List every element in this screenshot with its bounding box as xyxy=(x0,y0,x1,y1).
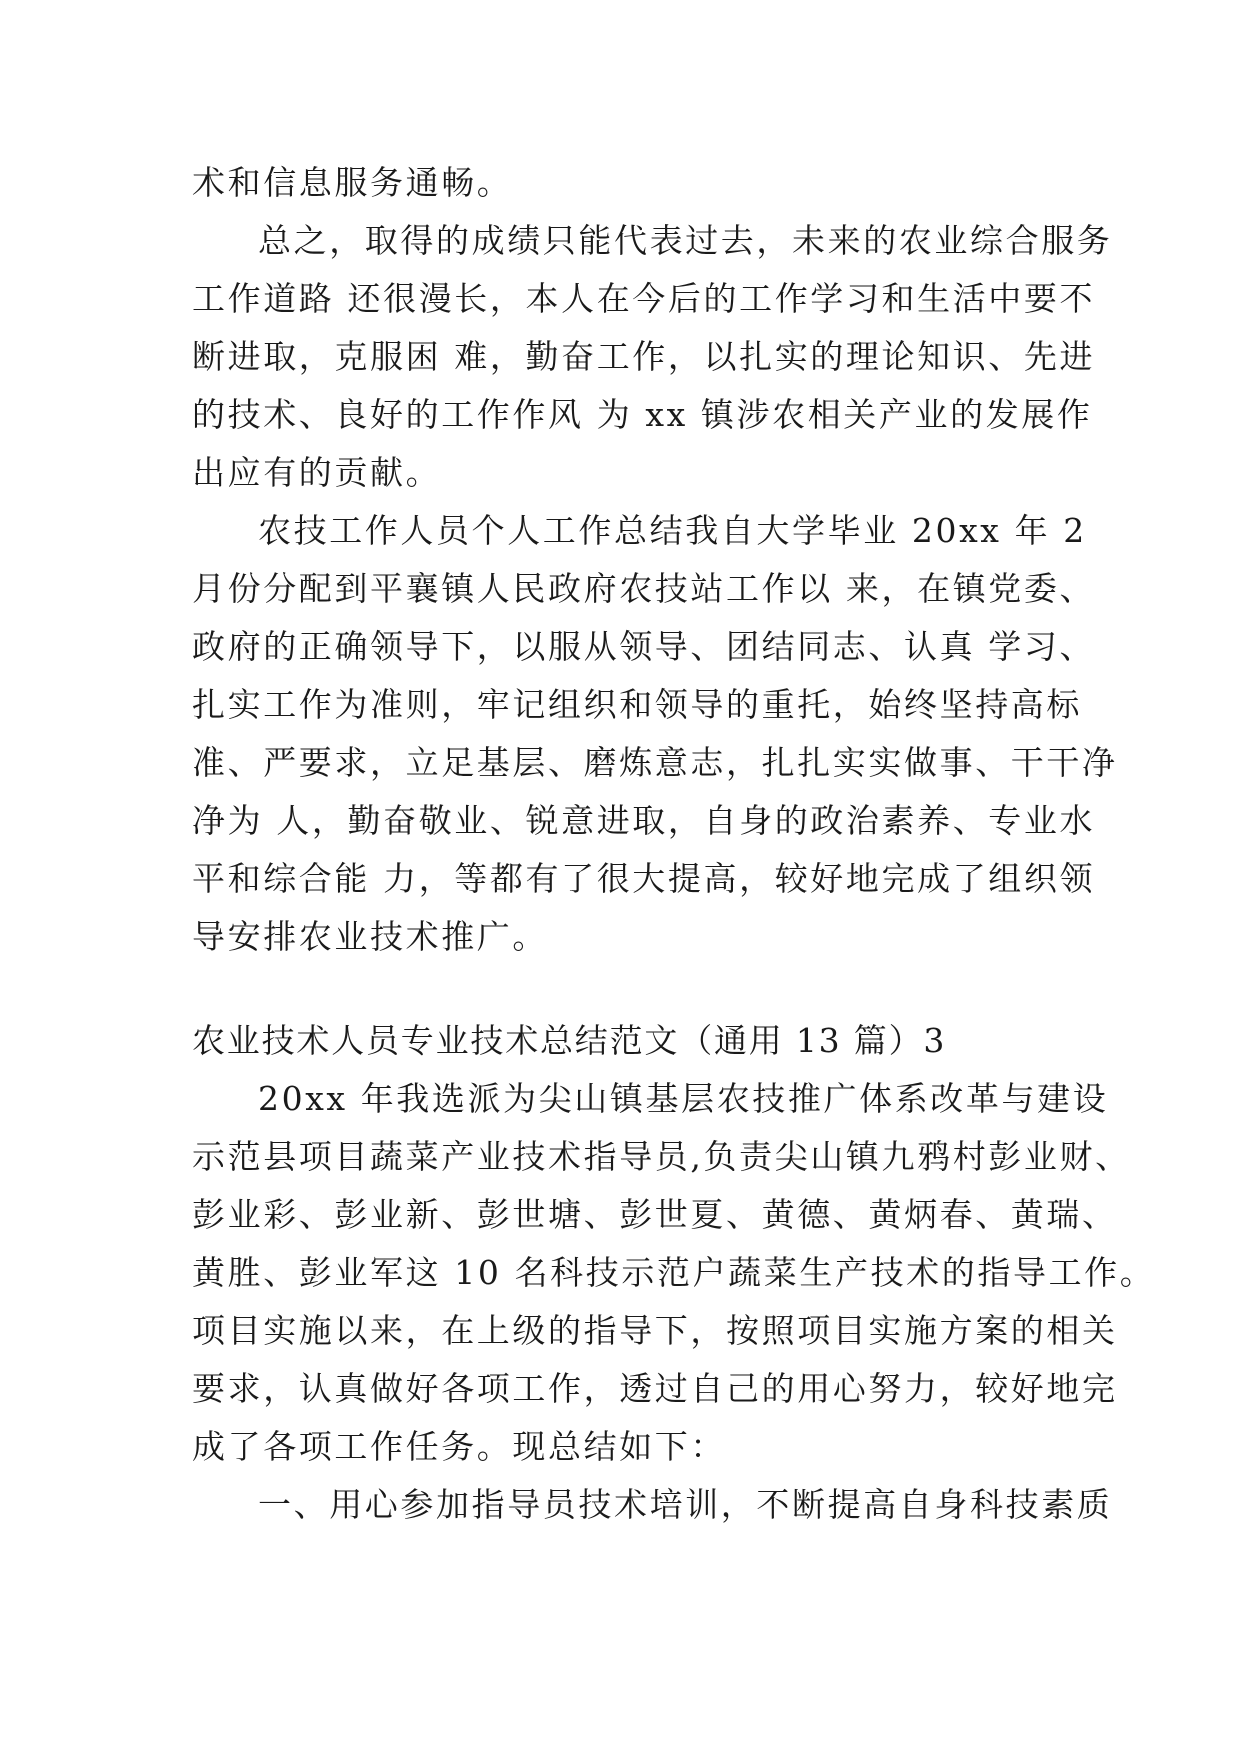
text-line: 一、用心参加指导员技术培训，不断提高自身科技素质 xyxy=(258,1485,1113,1524)
text-line: 的技术、良好的工作作风 为 xx 镇涉农相关产业的发展作 xyxy=(192,395,1093,434)
text-line: 断进取，克服困 难，勤奋工作，以扎实的理论知识、先进 xyxy=(192,337,1096,376)
text-line: 导安排农业技术推广。 xyxy=(192,917,548,956)
text-line: 成了各项工作任务。现总结如下： xyxy=(192,1427,726,1466)
text-line: 彭业彩、彭业新、彭世塘、彭世夏、黄德、黄炳春、黄瑞、 xyxy=(192,1195,1118,1234)
text-line: 工作道路 还很漫长，本人在今后的工作学习和生活中要不 xyxy=(192,279,1096,318)
document-body xyxy=(192,154,1156,1534)
text-line: 示范县项目蔬菜产业技术指导员,负责尖山镇九鸦村彭业财、 xyxy=(192,1137,1131,1176)
text-line: 平和综合能 力，等都有了很大提高，较好地完成了组织领 xyxy=(192,859,1096,898)
text-line: 出应有的贡献。 xyxy=(192,453,442,492)
text-line: 政府的正确领导下，以服从领导、团结同志、认真 学习、 xyxy=(192,627,1096,666)
text-line: 农技工作人员个人工作总结我自大学毕业 20xx 年 2 xyxy=(258,511,1087,550)
section-heading: 农业技术人员专业技术总结范文（通用 13 篇）3 xyxy=(192,1021,947,1060)
text-line: 总之，取得的成绩只能代表过去，未来的农业综合服务 xyxy=(258,221,1113,260)
text-line: 术和信息服务通畅。 xyxy=(192,163,513,202)
text-line: 20xx 年我选派为尖山镇基层农技推广体系改革与建设 xyxy=(258,1079,1109,1118)
text-line: 净为 人，勤奋敬业、锐意进取，自身的政治素养、专业水 xyxy=(192,801,1096,840)
text-line: 准、严要求，立足基层、磨炼意志，扎扎实实做事、干干净 xyxy=(192,743,1118,782)
text-line: 黄胜、彭业军这 10 名科技示范户蔬菜生产技术的指导工作。 xyxy=(192,1253,1156,1292)
section-gap xyxy=(192,966,1052,1012)
text-line: 项目实施以来，在上级的指导下，按照项目实施方案的相关 xyxy=(192,1311,1118,1350)
text-line: 月份分配到平襄镇人民政府农技站工作以 来，在镇党委、 xyxy=(192,569,1096,608)
text-line: 要求，认真做好各项工作，透过自己的用心努力，较好地完 xyxy=(192,1369,1118,1408)
text-line: 扎实工作为准则，牢记组织和领导的重托，始终坚持高标 xyxy=(192,685,1082,724)
